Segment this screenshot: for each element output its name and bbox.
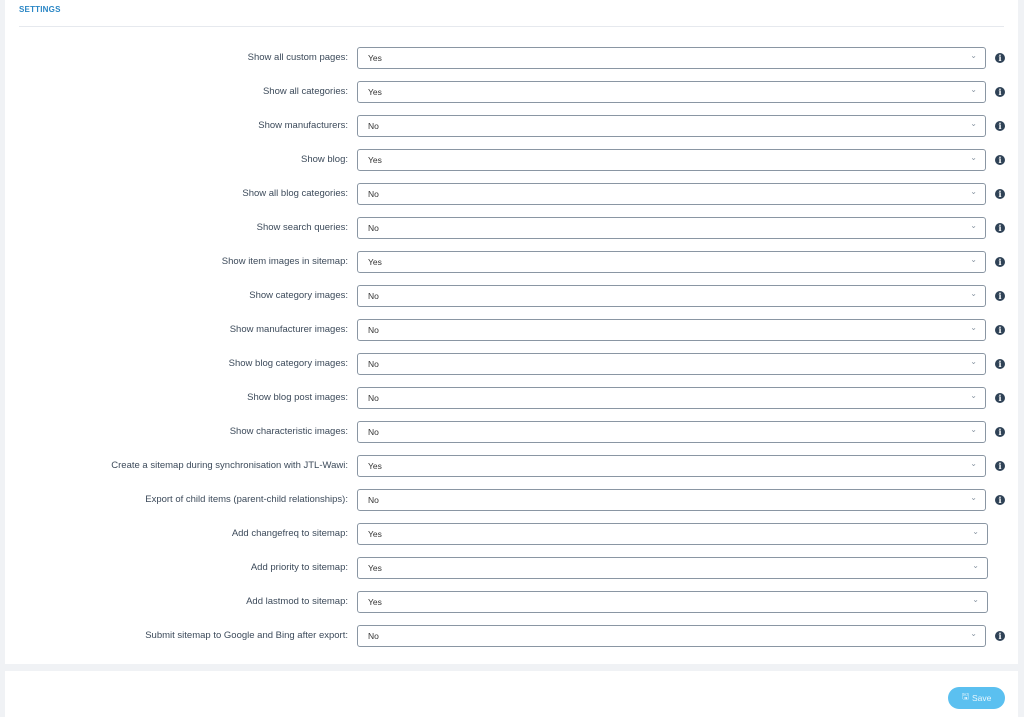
setting-row bbox=[5, 353, 1018, 375]
divider bbox=[19, 26, 1004, 27]
settings-card bbox=[5, 0, 1018, 664]
select-value: No bbox=[368, 121, 379, 131]
setting-select[interactable] bbox=[357, 183, 986, 205]
setting-row bbox=[5, 625, 1018, 647]
info-icon[interactable]: i bbox=[995, 325, 1005, 335]
info-icon[interactable]: i bbox=[995, 87, 1005, 97]
setting-row bbox=[5, 217, 1018, 239]
info-icon[interactable]: i bbox=[995, 461, 1005, 471]
setting-label: Submit sitemap to Google and Bing after export: bbox=[145, 630, 348, 641]
save-label: Save bbox=[971, 693, 992, 703]
info-icon[interactable]: i bbox=[995, 155, 1005, 165]
chevron-down-icon: ⌄ bbox=[970, 357, 977, 366]
chevron-down-icon: ⌄ bbox=[970, 85, 977, 94]
setting-label: Show manufacturer images: bbox=[229, 324, 348, 335]
footer bbox=[5, 671, 1018, 717]
select-value: No bbox=[368, 223, 379, 233]
select-value: No bbox=[368, 631, 379, 641]
setting-row bbox=[5, 149, 1018, 171]
setting-select[interactable] bbox=[357, 319, 986, 341]
chevron-down-icon: ⌄ bbox=[970, 459, 977, 468]
setting-row bbox=[5, 47, 1018, 69]
select-value: No bbox=[368, 325, 379, 335]
info-icon[interactable]: i bbox=[995, 257, 1005, 267]
setting-label: Add changefreq to sitemap: bbox=[231, 528, 348, 539]
setting-row bbox=[5, 319, 1018, 341]
chevron-down-icon: ⌄ bbox=[972, 595, 979, 604]
chevron-down-icon: ⌄ bbox=[972, 527, 979, 536]
info-icon[interactable]: i bbox=[995, 121, 1005, 131]
setting-label: Show all custom pages: bbox=[247, 52, 348, 63]
setting-select[interactable] bbox=[357, 557, 988, 579]
setting-select[interactable] bbox=[357, 149, 986, 171]
setting-select[interactable] bbox=[357, 421, 986, 443]
setting-select[interactable] bbox=[357, 455, 986, 477]
chevron-down-icon: ⌄ bbox=[970, 51, 977, 60]
setting-label: Show all blog categories: bbox=[242, 188, 348, 199]
chevron-down-icon: ⌄ bbox=[970, 119, 977, 128]
chevron-down-icon: ⌄ bbox=[970, 493, 977, 502]
info-icon[interactable]: i bbox=[995, 393, 1005, 403]
setting-row bbox=[5, 285, 1018, 307]
info-icon[interactable]: i bbox=[995, 53, 1005, 63]
setting-label: Show characteristic images: bbox=[229, 426, 348, 437]
setting-row bbox=[5, 251, 1018, 273]
floppy-disk-icon: 🖫 bbox=[961, 691, 969, 701]
setting-label: Show all categories: bbox=[262, 86, 348, 97]
setting-select[interactable] bbox=[357, 591, 988, 613]
setting-row bbox=[5, 489, 1018, 511]
select-value: Yes bbox=[368, 257, 382, 267]
setting-label: Add priority to sitemap: bbox=[250, 562, 348, 573]
select-value: No bbox=[368, 427, 379, 437]
setting-label: Show item images in sitemap: bbox=[221, 256, 348, 267]
chevron-down-icon: ⌄ bbox=[970, 425, 977, 434]
chevron-down-icon: ⌄ bbox=[970, 289, 977, 298]
chevron-down-icon: ⌄ bbox=[970, 255, 977, 264]
setting-select[interactable] bbox=[357, 217, 986, 239]
select-value: Yes bbox=[368, 563, 382, 573]
info-icon[interactable]: i bbox=[995, 427, 1005, 437]
setting-select[interactable] bbox=[357, 251, 986, 273]
setting-label: Show search queries: bbox=[256, 222, 348, 233]
setting-label: Export of child items (parent-child relationships): bbox=[145, 494, 348, 505]
chevron-down-icon: ⌄ bbox=[970, 153, 977, 162]
chevron-down-icon: ⌄ bbox=[970, 221, 977, 230]
setting-select[interactable] bbox=[357, 523, 988, 545]
select-value: Yes bbox=[368, 53, 382, 63]
select-value: Yes bbox=[368, 87, 382, 97]
setting-row bbox=[5, 455, 1018, 477]
setting-row bbox=[5, 115, 1018, 137]
info-icon[interactable]: i bbox=[995, 359, 1005, 369]
setting-label: Show blog post images: bbox=[247, 392, 348, 403]
setting-select[interactable] bbox=[357, 47, 986, 69]
select-value: No bbox=[368, 393, 379, 403]
setting-row bbox=[5, 591, 1018, 613]
setting-label: Create a sitemap during synchronisation with JTL-Wawi: bbox=[111, 460, 348, 471]
setting-label: Show blog category images: bbox=[228, 358, 348, 369]
setting-row bbox=[5, 387, 1018, 409]
select-value: Yes bbox=[368, 597, 382, 607]
setting-select[interactable] bbox=[357, 625, 986, 647]
select-value: Yes bbox=[368, 461, 382, 471]
info-icon[interactable]: i bbox=[995, 291, 1005, 301]
select-value: No bbox=[368, 189, 379, 199]
setting-select[interactable] bbox=[357, 387, 986, 409]
setting-label: Add lastmod to sitemap: bbox=[246, 596, 348, 607]
section-title: SETTINGS bbox=[19, 5, 61, 14]
setting-select[interactable] bbox=[357, 285, 986, 307]
chevron-down-icon: ⌄ bbox=[970, 323, 977, 332]
info-icon[interactable]: i bbox=[995, 189, 1005, 199]
chevron-down-icon: ⌄ bbox=[970, 187, 977, 196]
chevron-down-icon: ⌄ bbox=[972, 561, 979, 570]
setting-row bbox=[5, 81, 1018, 103]
info-icon[interactable]: i bbox=[995, 223, 1005, 233]
setting-select[interactable] bbox=[357, 81, 986, 103]
setting-select[interactable] bbox=[357, 353, 986, 375]
info-icon[interactable]: i bbox=[995, 631, 1005, 641]
select-value: No bbox=[368, 495, 379, 505]
setting-select[interactable] bbox=[357, 115, 986, 137]
setting-row bbox=[5, 421, 1018, 443]
select-value: Yes bbox=[368, 155, 382, 165]
chevron-down-icon: ⌄ bbox=[970, 629, 977, 638]
select-value: No bbox=[368, 359, 379, 369]
setting-label: Show manufacturers: bbox=[258, 120, 348, 131]
setting-label: Show blog: bbox=[300, 154, 348, 165]
setting-label: Show category images: bbox=[249, 290, 348, 301]
setting-row bbox=[5, 183, 1018, 205]
info-icon[interactable]: i bbox=[995, 495, 1005, 505]
select-value: No bbox=[368, 291, 379, 301]
setting-select[interactable] bbox=[357, 489, 986, 511]
save-button[interactable] bbox=[948, 687, 1005, 709]
select-value: Yes bbox=[368, 529, 382, 539]
setting-row bbox=[5, 557, 1018, 579]
setting-row bbox=[5, 523, 1018, 545]
chevron-down-icon: ⌄ bbox=[970, 391, 977, 400]
